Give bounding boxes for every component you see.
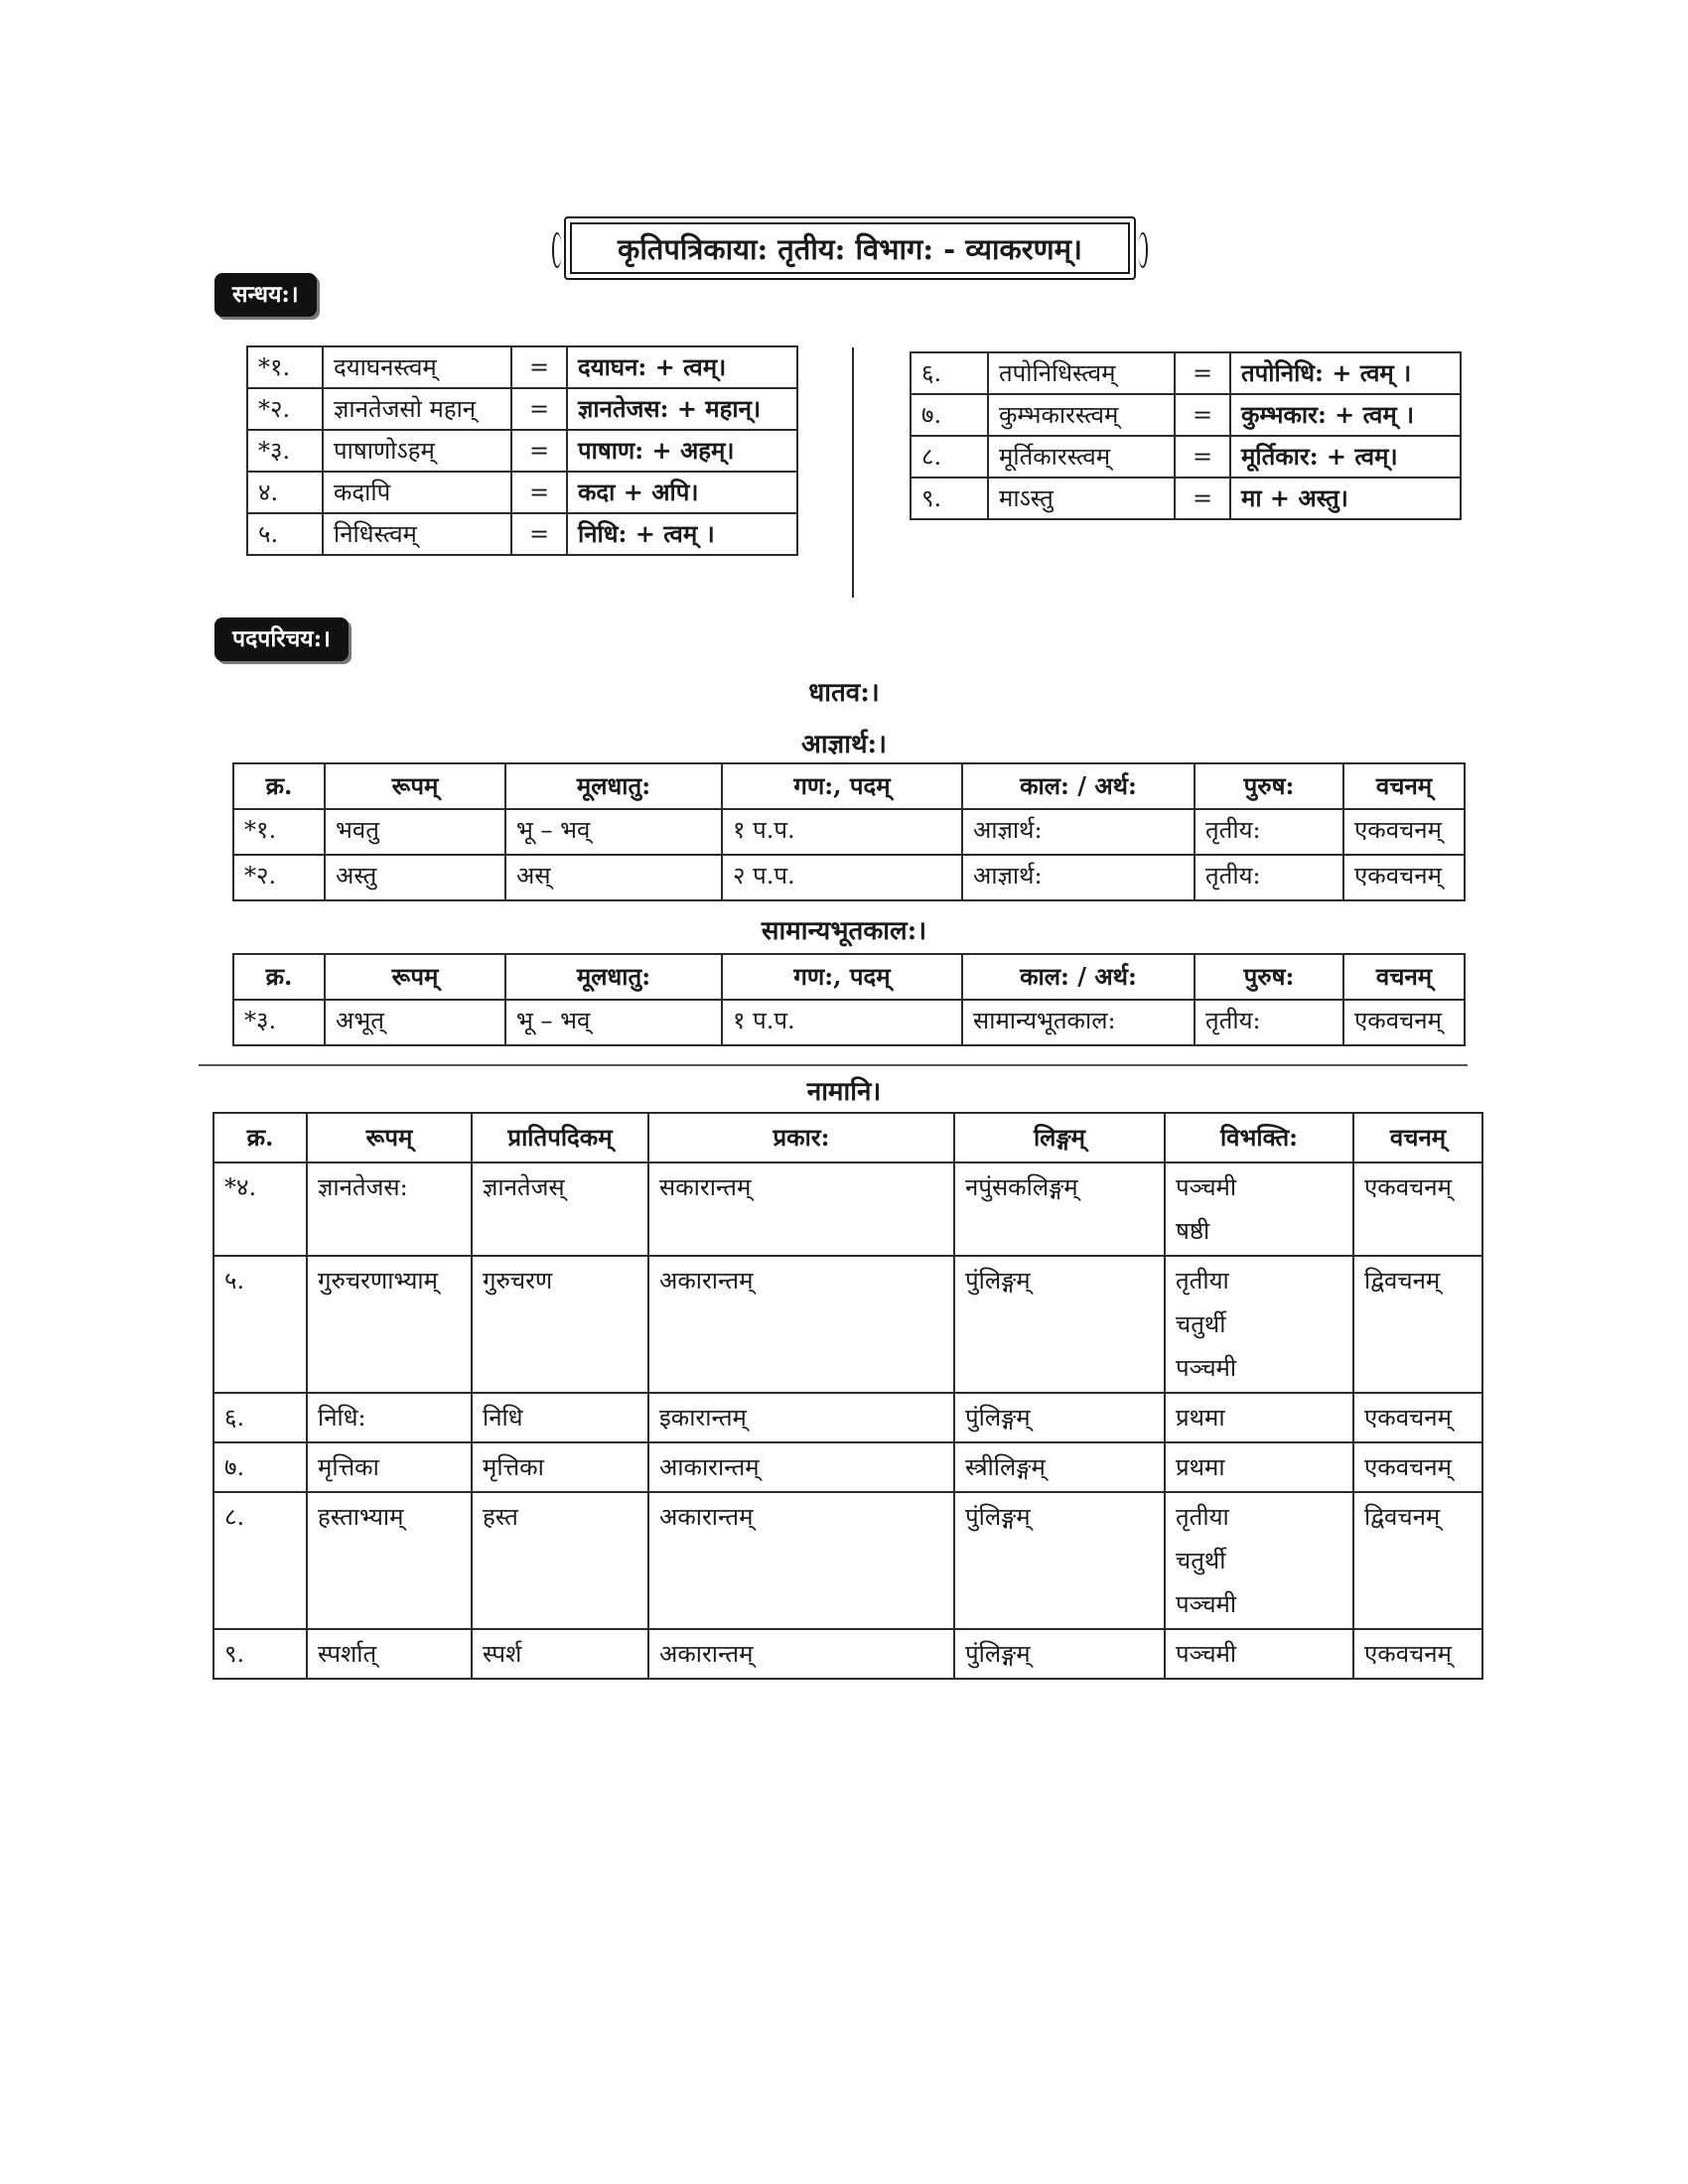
- cell-class-pada: १ प.प.: [722, 809, 962, 855]
- column-divider: [852, 347, 854, 598]
- cell-stem: निधि: [472, 1393, 648, 1442]
- cell-form: भवतु: [325, 809, 505, 855]
- ajnartha-heading: आज्ञार्थ:।: [800, 730, 888, 759]
- sandhi-split: पाषाण: + अहम्।: [567, 430, 797, 472]
- sandhi-number: ८.: [911, 436, 988, 478]
- equals-sign: =: [1175, 436, 1230, 478]
- cell-number: एकवचनम्: [1343, 1000, 1465, 1045]
- column-header-tense-mood: काल: / अर्थ:: [962, 763, 1195, 809]
- cell-number: द्विवचनम्: [1353, 1492, 1482, 1629]
- sandhi-table-left: [246, 345, 798, 556]
- cell-number: द्विवचनम्: [1353, 1256, 1482, 1393]
- cell-gender: पुंलिङ्गम्: [954, 1629, 1165, 1679]
- table-row: [233, 1000, 1465, 1045]
- cell-type: आकारान्तम्: [648, 1442, 954, 1492]
- cell-serial: *१.: [233, 809, 325, 855]
- column-header-class-pada: गण:, पदम्: [722, 954, 962, 1000]
- sandhi-number: ७.: [911, 394, 988, 436]
- column-header-root: मूलधातु:: [505, 954, 722, 1000]
- cell-form: अभूत्: [325, 1000, 505, 1045]
- cell-serial: ८.: [213, 1492, 307, 1629]
- equals-sign: =: [1175, 352, 1230, 394]
- column-header-gender: लिङ्गम्: [954, 1113, 1165, 1162]
- cell-serial: ७.: [213, 1442, 307, 1492]
- cell-tense-mood: आज्ञार्थ:: [962, 855, 1195, 900]
- column-header-type: प्रकार:: [648, 1113, 954, 1162]
- cell-form: अस्तु: [325, 855, 505, 900]
- sandhi-split: मा + अस्तु।: [1230, 478, 1461, 519]
- equals-sign: =: [511, 346, 567, 388]
- cell-serial: ९.: [213, 1629, 307, 1679]
- table-row: [213, 1442, 1482, 1492]
- sandhi-split: मूर्तिकार: + त्वम्।: [1230, 436, 1461, 478]
- cell-root: भू – भव्: [505, 809, 722, 855]
- sandhi-row: [247, 388, 797, 430]
- cell-number: एकवचनम्: [1353, 1442, 1482, 1492]
- cell-number: एकवचनम्: [1343, 809, 1465, 855]
- cell-person: तृतीय:: [1195, 855, 1343, 900]
- case-value: पञ्चमी: [1176, 1354, 1237, 1382]
- column-header-person: पुरुष:: [1195, 763, 1343, 809]
- case-value: पञ्चमी: [1176, 1173, 1237, 1201]
- cell-number: एकवचनम्: [1353, 1393, 1482, 1442]
- table-row: [233, 855, 1465, 900]
- cell-stem: स्पर्श: [472, 1629, 648, 1679]
- cell-gender: नपुंसकलिङ्गम्: [954, 1162, 1165, 1256]
- cell-stem: गुरुचरण: [472, 1256, 648, 1393]
- sandhi-number: *१.: [247, 346, 323, 388]
- sandhi-heading-tag: सन्धय:।: [214, 273, 317, 317]
- sandhi-row: [247, 513, 797, 555]
- cell-root: अस्: [505, 855, 722, 900]
- sandhi-word: दयाघनस्त्वम्: [323, 346, 511, 388]
- case-value: तृतीया: [1176, 1267, 1229, 1295]
- cell-type: सकारान्तम्: [648, 1162, 954, 1256]
- cell-form: हस्ताभ्याम्: [307, 1492, 472, 1629]
- cell-serial: ६.: [213, 1393, 307, 1442]
- table-row: [213, 1629, 1482, 1679]
- cell-person: तृतीय:: [1195, 809, 1343, 855]
- table-row: [213, 1256, 1482, 1393]
- cell-type: अकारान्तम्: [648, 1256, 954, 1393]
- sandhi-row: [247, 472, 797, 513]
- sandhi-row: [247, 430, 797, 472]
- cell-form: मृत्तिका: [307, 1442, 472, 1492]
- sandhi-word: कुम्भकारस्त्वम्: [988, 394, 1175, 436]
- page-title: कृतिपत्रिकाया: तृतीय: विभाग: - व्याकरणम्।: [564, 216, 1136, 280]
- column-header-class-pada: गण:, पदम्: [722, 763, 962, 809]
- cell-tense-mood: आज्ञार्थ:: [962, 809, 1195, 855]
- sandhi-split: निधि: + त्वम् ।: [567, 513, 797, 555]
- padaparichaya-heading-tag: पदपरिचय:।: [214, 617, 349, 661]
- sandhi-row: [911, 436, 1461, 478]
- column-header-root: मूलधातु:: [505, 763, 722, 809]
- column-header-number: वचनम्: [1343, 954, 1465, 1000]
- column-header-stem: प्रातिपदिकम्: [472, 1113, 648, 1162]
- case-value: तृतीया: [1176, 1503, 1229, 1531]
- column-header-person: पुरुष:: [1195, 954, 1343, 1000]
- cell-tense-mood: सामान्यभूतकाल:: [962, 1000, 1195, 1045]
- cell-form: ज्ञानतेजस:: [307, 1162, 472, 1256]
- cell-gender: पुंलिङ्गम्: [954, 1393, 1165, 1442]
- column-header-number: वचनम्: [1343, 763, 1465, 809]
- cell-case: [1165, 1393, 1353, 1442]
- sandhi-word: पाषाणोऽहम्: [323, 430, 511, 472]
- case-value: चतुर्थी: [1176, 1547, 1226, 1574]
- cell-case: [1165, 1442, 1353, 1492]
- column-header-serial: क्र.: [233, 763, 325, 809]
- sandhi-row: [911, 478, 1461, 519]
- cell-stem: मृत्तिका: [472, 1442, 648, 1492]
- case-value: चतुर्थी: [1176, 1310, 1226, 1338]
- namani-table: [212, 1112, 1483, 1680]
- cell-number: एकवचनम्: [1353, 1162, 1482, 1256]
- cell-serial: *३.: [233, 1000, 325, 1045]
- cell-stem: ज्ञानतेजस्: [472, 1162, 648, 1256]
- cell-serial: *४.: [213, 1162, 307, 1256]
- equals-sign: =: [511, 430, 567, 472]
- sandhi-number: *२.: [247, 388, 323, 430]
- cell-type: अकारान्तम्: [648, 1492, 954, 1629]
- cell-class-pada: १ प.प.: [722, 1000, 962, 1045]
- cell-case: [1165, 1256, 1353, 1393]
- cell-number: एकवचनम्: [1343, 855, 1465, 900]
- cell-gender: पुंलिङ्गम्: [954, 1492, 1165, 1629]
- cell-number: एकवचनम्: [1353, 1629, 1482, 1679]
- sandhi-word: कदापि: [323, 472, 511, 513]
- table-row: [213, 1162, 1482, 1256]
- section-divider: [199, 1064, 1468, 1066]
- column-header-tense-mood: काल: / अर्थ:: [962, 954, 1195, 1000]
- cell-case: [1165, 1492, 1353, 1629]
- cell-type: अकारान्तम्: [648, 1629, 954, 1679]
- ajnartha-table: [232, 762, 1466, 901]
- sandhi-split: ज्ञानतेजस: + महान्।: [567, 388, 797, 430]
- cell-case: [1165, 1162, 1353, 1256]
- case-value: षष्ठी: [1176, 1217, 1210, 1245]
- sandhi-word: माऽस्तु: [988, 478, 1175, 519]
- cell-type: इकारान्तम्: [648, 1393, 954, 1442]
- cell-serial: *२.: [233, 855, 325, 900]
- sandhi-word: ज्ञानतेजसो महान्: [323, 388, 511, 430]
- cell-gender: पुंलिङ्गम्: [954, 1256, 1165, 1393]
- cell-form: गुरुचरणाभ्याम्: [307, 1256, 472, 1393]
- samanyabhuta-table: [232, 953, 1466, 1046]
- column-header-form: रूपम्: [325, 763, 505, 809]
- sandhi-split: दयाघन: + त्वम्।: [567, 346, 797, 388]
- sandhi-number: *३.: [247, 430, 323, 472]
- cell-form: निधि:: [307, 1393, 472, 1442]
- sandhi-word: निधिस्त्वम्: [323, 513, 511, 555]
- sandhi-split: कुम्भकार: + त्वम् ।: [1230, 394, 1461, 436]
- equals-sign: =: [511, 472, 567, 513]
- column-header-number: वचनम्: [1353, 1113, 1482, 1162]
- equals-sign: =: [511, 513, 567, 555]
- cell-serial: ५.: [213, 1256, 307, 1393]
- column-header-serial: क्र.: [233, 954, 325, 1000]
- sandhi-table-right: [910, 351, 1462, 520]
- sandhi-split: तपोनिधि: + त्वम् ।: [1230, 352, 1461, 394]
- sandhi-number: ५.: [247, 513, 323, 555]
- sandhi-word: मूर्तिकारस्त्वम्: [988, 436, 1175, 478]
- table-row: [213, 1393, 1482, 1442]
- sandhi-word: तपोनिधिस्त्वम्: [988, 352, 1175, 394]
- cell-gender: स्त्रीलिङ्गम्: [954, 1442, 1165, 1492]
- sandhi-split: कदा + अपि।: [567, 472, 797, 513]
- column-header-form: रूपम्: [325, 954, 505, 1000]
- case-value: प्रथमा: [1176, 1404, 1225, 1432]
- column-header-case: विभक्ति:: [1165, 1113, 1353, 1162]
- dhatavah-heading: धातव:।: [808, 678, 880, 708]
- namani-heading: नामानि।: [806, 1077, 882, 1107]
- case-value: पञ्चमी: [1176, 1640, 1237, 1668]
- sandhi-number: ४.: [247, 472, 323, 513]
- cell-stem: हस्त: [472, 1492, 648, 1629]
- sandhi-row: [911, 394, 1461, 436]
- cell-case: [1165, 1629, 1353, 1679]
- equals-sign: =: [1175, 478, 1230, 519]
- cell-class-pada: २ प.प.: [722, 855, 962, 900]
- cell-form: स्पर्शात्: [307, 1629, 472, 1679]
- case-value: पञ्चमी: [1176, 1590, 1237, 1618]
- sandhi-number: ६.: [911, 352, 988, 394]
- cell-person: तृतीय:: [1195, 1000, 1343, 1045]
- equals-sign: =: [1175, 394, 1230, 436]
- table-row: [213, 1492, 1482, 1629]
- samanyabhuta-heading: सामान्यभूतकाल:।: [761, 916, 927, 946]
- table-row: [233, 809, 1465, 855]
- cell-root: भू – भव्: [505, 1000, 722, 1045]
- sandhi-row: [911, 352, 1461, 394]
- column-header-form: रूपम्: [307, 1113, 472, 1162]
- column-header-serial: क्र.: [213, 1113, 307, 1162]
- case-value: प्रथमा: [1176, 1453, 1225, 1481]
- sandhi-number: ९.: [911, 478, 988, 519]
- sandhi-row: [247, 346, 797, 388]
- equals-sign: =: [511, 388, 567, 430]
